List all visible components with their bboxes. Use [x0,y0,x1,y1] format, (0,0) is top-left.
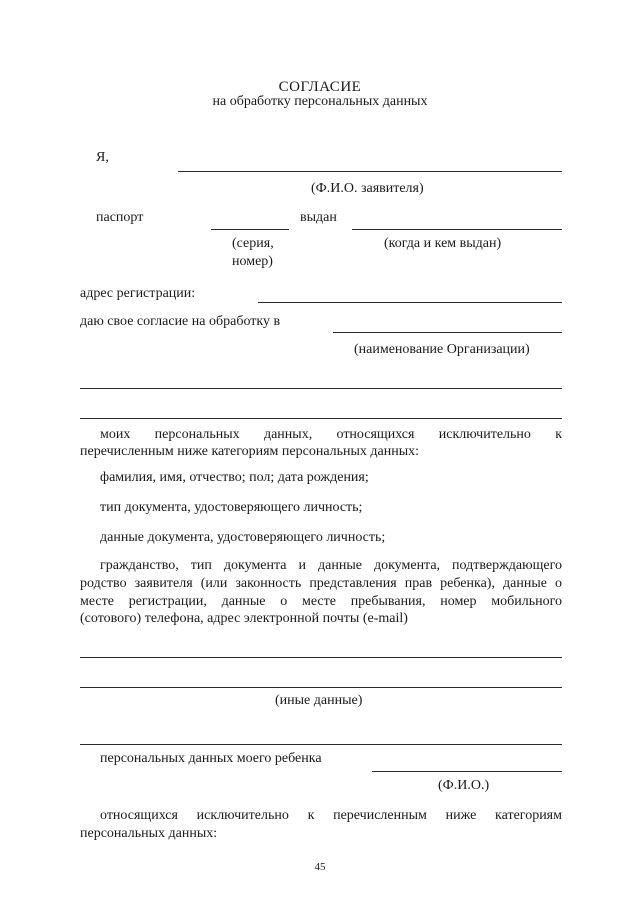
document-title: СОГЛАСИЕ [278,79,362,95]
blank-line-2[interactable] [80,418,562,419]
blank-line-1[interactable] [80,388,562,389]
passport-label: паспорт [96,210,144,225]
other-data-line-2[interactable] [80,687,562,688]
other-data-line-3[interactable] [80,744,562,745]
address-label: адрес регистрации: [80,286,196,301]
organization-hint: (наименование Организации) [354,342,530,357]
child-label: персональных данных моего ребенка [100,751,322,766]
issued-hint: (когда и кем выдан) [384,236,502,251]
category-4-line-1: гражданство, тип документа и данные документа, подтверждающего [100,558,562,573]
final-line-1: относящихся исключительно к перечисленным ниже категориям [100,808,562,823]
issued-line[interactable] [352,229,562,230]
consent-label: даю свое согласие на обработку в [80,314,281,329]
fio-hint: (Ф.И.О. заявителя) [311,181,424,196]
category-1: фамилия, имя, отчество; пол; дата рождения; [100,470,369,485]
child-fio-hint: (Ф.И.О.) [438,778,490,793]
organization-line[interactable] [333,332,562,333]
body-line-1: моих персональных данных, относящихся исключительно к [100,427,562,442]
final-line-2: персональных данных: [80,826,218,841]
category-4-line-4: (сотового) телефона, адрес электронной почты (e-mail) [80,611,408,626]
series-hint-1: (серия, [232,236,274,251]
series-hint-2: номер) [232,254,273,269]
child-fio-line[interactable] [372,771,562,772]
body-line-2: перечисленным ниже категориям персональных данных: [80,444,420,459]
other-data-line-1[interactable] [80,657,562,658]
ya-label: Я, [96,150,109,165]
category-4-line-3: месте регистрации, данные о месте пребывания, номер мобильного [80,594,562,609]
document-subtitle: на обработку персональных данных [212,94,428,109]
address-line[interactable] [258,302,562,303]
category-2: тип документа, удостоверяющего личность; [100,500,363,515]
passport-series-line[interactable] [211,229,289,230]
fio-line[interactable] [178,171,562,172]
page-number: 45 [314,861,326,873]
category-3: данные документа, удостоверяющего личность; [100,530,386,545]
issued-label: выдан [300,210,337,225]
other-data-hint: (иные данные) [275,693,363,708]
category-4-line-2: родство заявителя (или законность представления прав ребенка), данные о [80,576,562,591]
